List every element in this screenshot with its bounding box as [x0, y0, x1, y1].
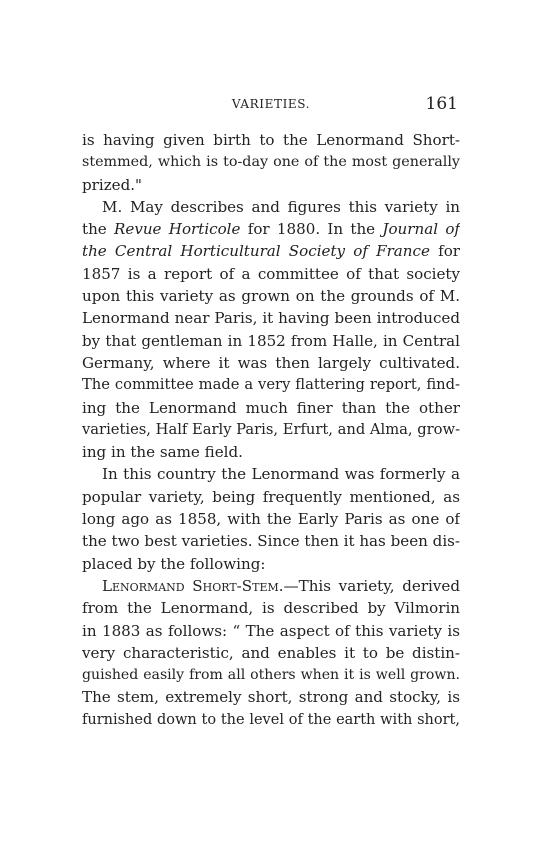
text-line: long ago as 1858, with the Early Paris as one of — [82, 510, 460, 529]
text-line: guished easily from all others when it is well grown. — [82, 667, 460, 684]
text-line: by that gentleman in 1852 from Halle, in Central — [82, 331, 460, 350]
page-header — [82, 94, 460, 116]
text-segment: for 1880. In the — [240, 220, 383, 239]
text-segment: for — [429, 242, 460, 261]
text-line: Germany, where it was then largely cultivated. — [82, 353, 460, 372]
text-segment: —This variety, derived — [283, 576, 460, 595]
running-head: VARIETIES. — [231, 97, 311, 111]
italic-text: Revue Horticole — [114, 220, 241, 239]
small-caps-heading: Lenormand Short-Stem. — [102, 576, 284, 595]
text-line: furnished down to the level of the earth with short, — [82, 711, 460, 728]
text-line — [82, 575, 460, 597]
italic-text: the Central Horticultural Society of France — [82, 242, 430, 261]
text-segment: M. May describes and figures this variety in — [102, 197, 460, 216]
text-line: from the Lenormand, is described by Vilmorin — [82, 599, 460, 618]
text-line — [82, 240, 460, 262]
page-number: 161 — [425, 94, 458, 114]
text-line: varieties, Half Early Paris, Erfurt, and Alma, grow- — [82, 420, 460, 438]
text-line — [82, 196, 460, 218]
text-segment: In this country the Lenormand was formerly a — [102, 465, 460, 484]
text-line: upon this variety as grown on the grounds of M. — [82, 287, 460, 306]
text-line: is having given birth to the Lenormand Short- — [82, 131, 460, 149]
text-line — [82, 463, 460, 485]
text-line: Lenormand near Paris, it having been introduced — [82, 309, 460, 328]
text-line — [82, 218, 460, 240]
text-line: ing in the same field. — [82, 443, 243, 462]
body-text — [82, 129, 460, 731]
text-line: placed by the following: — [82, 554, 266, 573]
text-line: ing the Lenormand much finer than the other — [82, 398, 460, 417]
text-line: The committee made a very flattering report, find- — [82, 376, 460, 394]
text-line: the two best varieties. Since then it has been dis- — [82, 532, 460, 551]
text-line: stemmed, which is to-day one of the most generally — [82, 154, 460, 171]
italic-text: Journal of — [382, 220, 460, 239]
text-line: prized." — [82, 175, 142, 194]
text-segment: the — [82, 220, 115, 239]
text-line: 1857 is a report of a committee of that society — [82, 264, 460, 283]
text-line: popular variety, being frequently mentioned, as — [82, 487, 460, 506]
text-line: in 1883 as follows: “ The aspect of this variety is — [82, 621, 460, 640]
text-line: very characteristic, and enables it to be distin- — [82, 643, 460, 662]
text-line: The stem, extremely short, strong and stocky, is — [82, 688, 460, 707]
